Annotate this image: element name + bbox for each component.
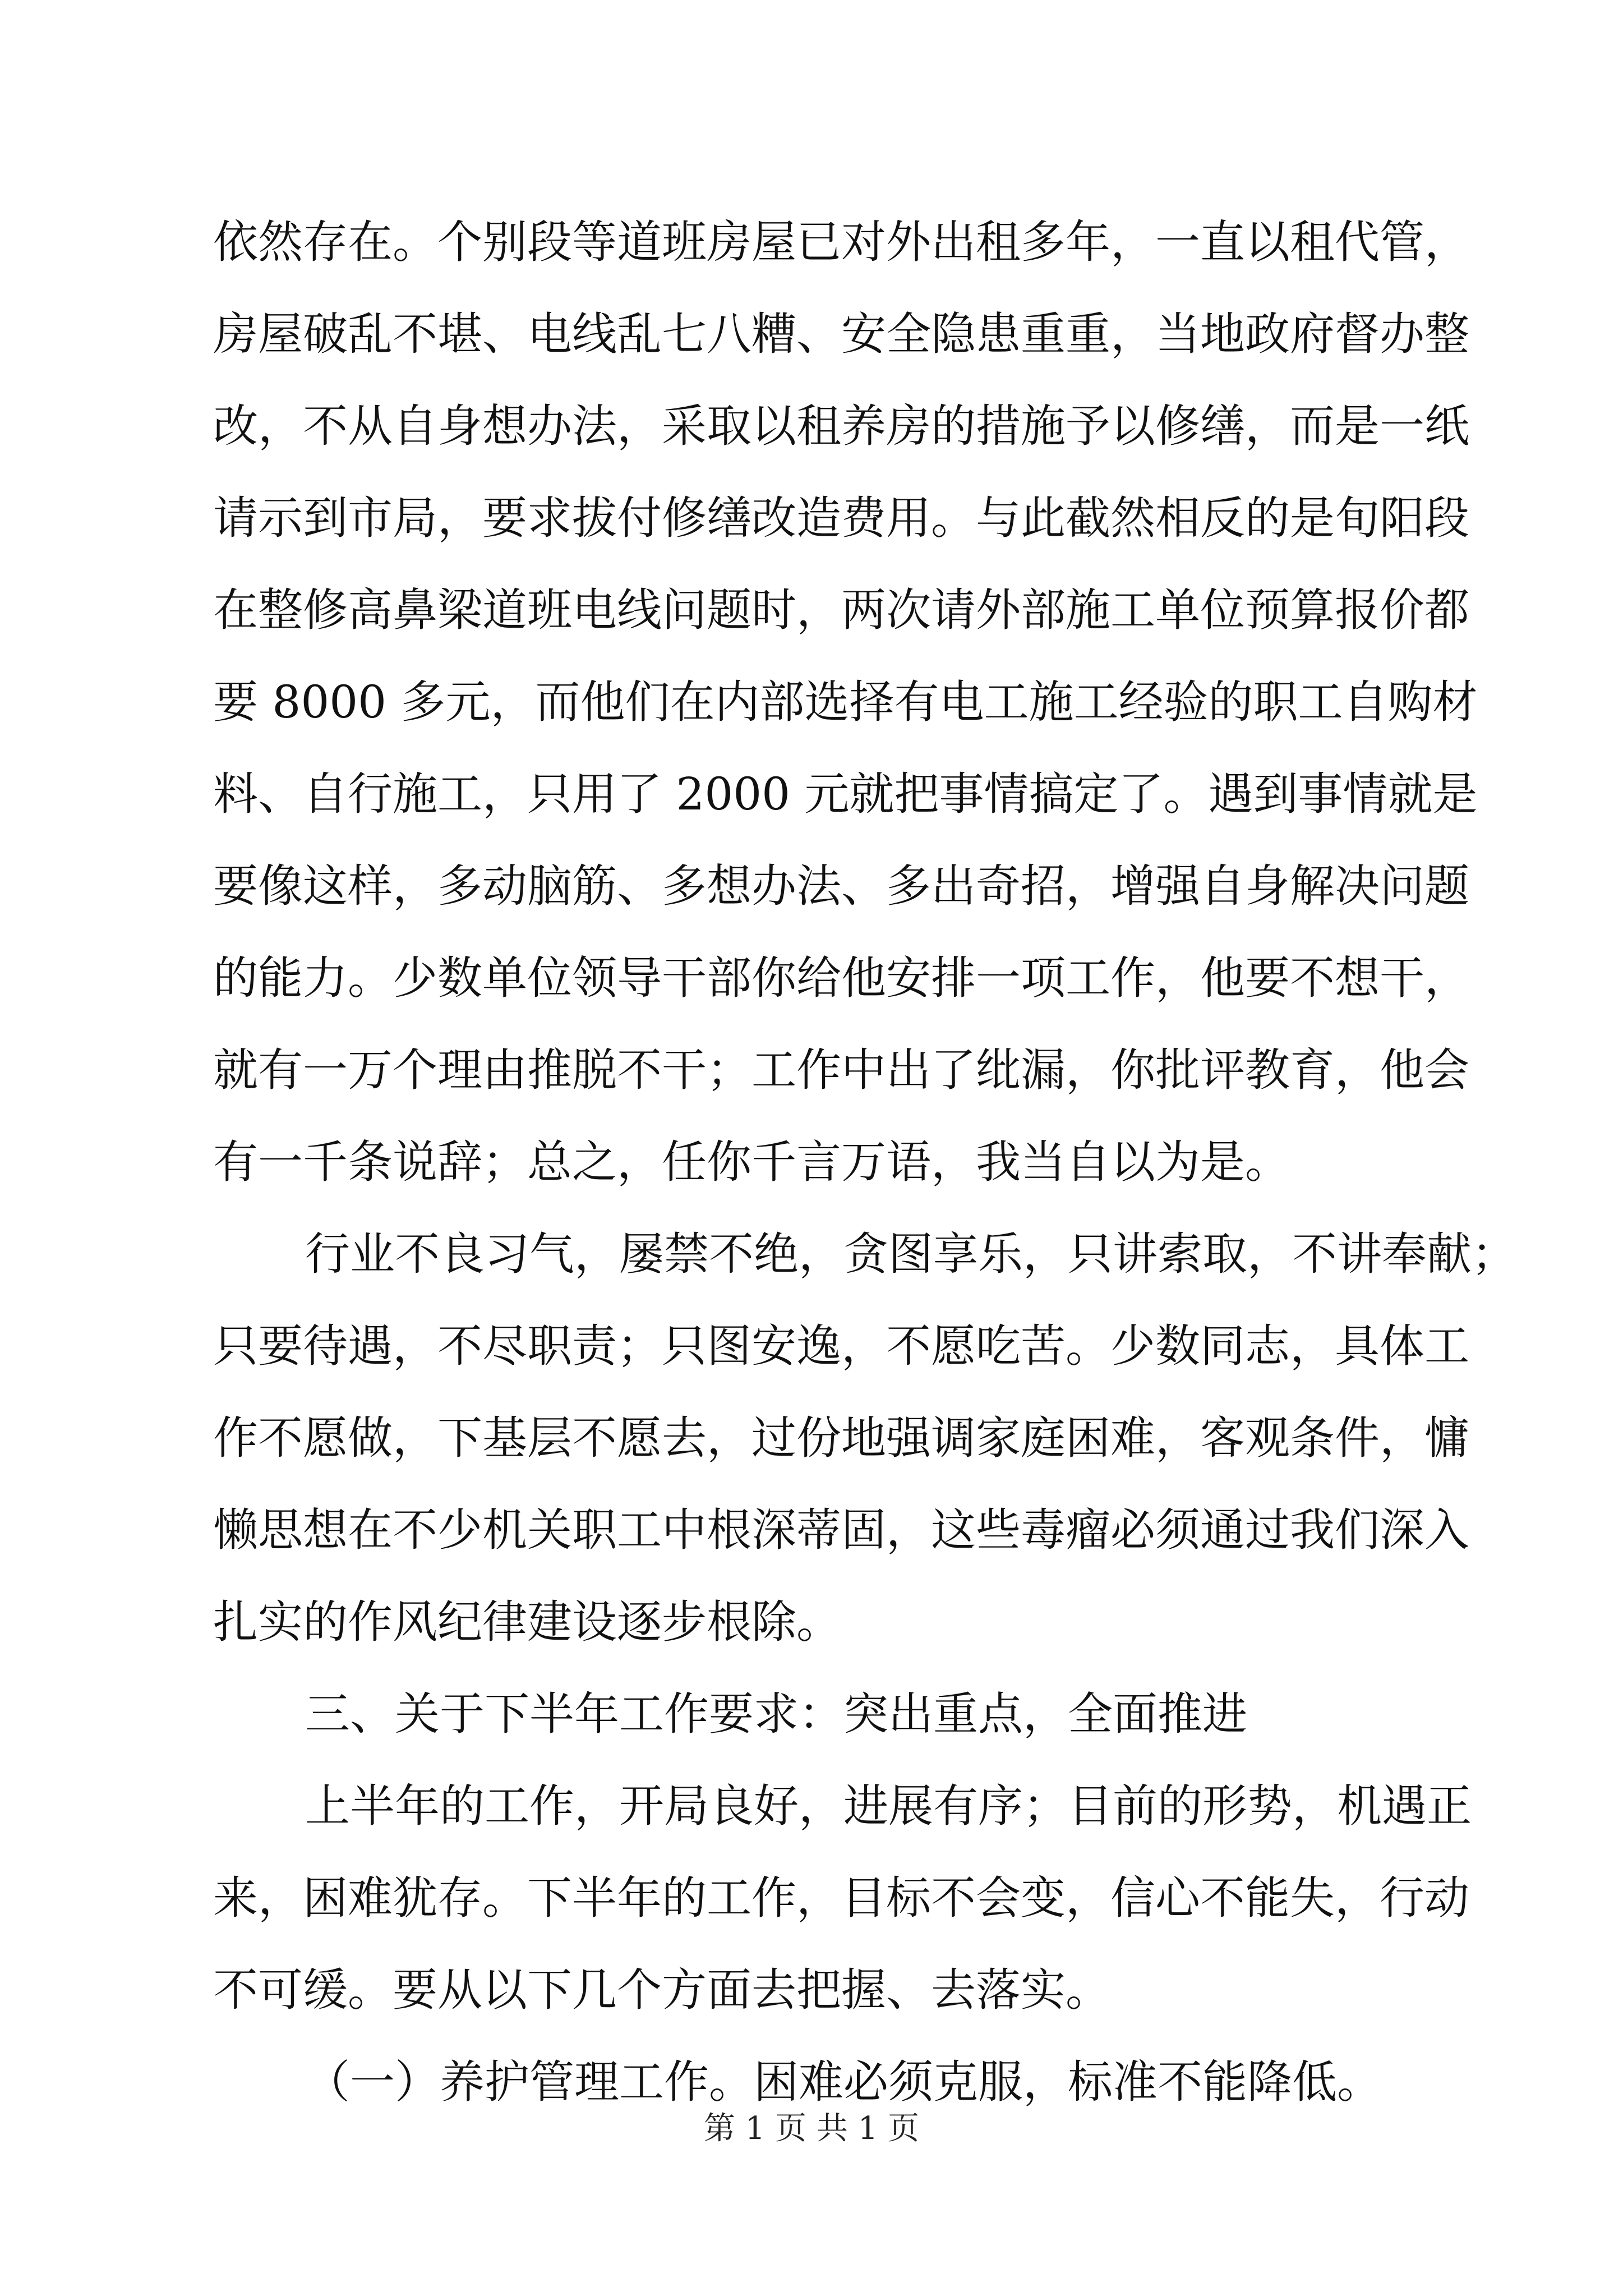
text-line: 三、关于下半年工作要求：突出重点，全面推进: [305, 1688, 1247, 1740]
text-line: 请示到市局，要求拔付修缮改造费用。与此截然相反的是旬阳段: [213, 492, 1469, 544]
text-line: 有一千条说辞；总之，任你千言万语，我当自以为是。: [213, 1136, 1290, 1188]
text-line: 依然存在。个别段等道班房屋已对外出租多年，一直以租代管，: [213, 216, 1469, 268]
text-line: 懒思想在不少机关职工中根深蒂固，这些毒瘤必须通过我们深入: [213, 1504, 1469, 1556]
text-line: 只要待遇，不尽职责；只图安逸，不愿吃苦。少数同志，具体工: [213, 1320, 1469, 1372]
document-body: [213, 196, 1516, 2128]
section-heading: [213, 1668, 1413, 1760]
text-line: 料、自行施工，只用了 2000 元就把事情搞定了。遇到事情就是: [213, 768, 1478, 820]
text-line: 上半年的工作，开局良好，进展有序；目前的形势，机遇正: [305, 1780, 1472, 1832]
text-line: 作不愿做，下基层不愿去，过份地强调家庭困难，客观条件，慵: [213, 1412, 1469, 1464]
text-line: 要像这样，多动脑筋、多想办法、多出奇招，增强自身解决问题: [213, 860, 1469, 912]
text-line: 不可缓。要从以下几个方面去把握、去落实。: [213, 1964, 1110, 2016]
text-line: 的能力。少数单位领导干部你给他安排一项工作，他要不想干，: [213, 952, 1469, 1004]
text-line: 在整修高鼻梁道班电线问题时，两次请外部施工单位预算报价都: [213, 584, 1469, 636]
page-footer: 第 1 页 共 1 页: [703, 2110, 920, 2147]
text-line: （一）养护管理工作。困难必须克服，标准不能降低。: [305, 2056, 1382, 2108]
text-line: 行业不良习气，屡禁不绝，贪图享乐，只讲索取，不讲奉献；: [305, 1228, 1516, 1280]
text-line: 改，不从自身想办法，采取以租养房的措施予以修缮，而是一纸: [213, 400, 1469, 452]
text-line: 房屋破乱不堪、电线乱七八糟、安全隐患重重，当地政府督办整: [213, 308, 1469, 360]
text-line: 扎实的作风纪律建设逐步根除。: [213, 1596, 841, 1648]
text-line: 就有一万个理由推脱不干；工作中出了纰漏，你批评教育，他会: [213, 1044, 1469, 1096]
text-line: 来，困难犹存。下半年的工作，目标不会变，信心不能失，行动: [213, 1872, 1469, 1924]
text-line: 要 8000 多元，而他们在内部选择有电工施工经验的职工自购材: [213, 676, 1478, 728]
paragraph: [213, 1760, 1472, 2036]
paragraph: [213, 1208, 1516, 1668]
paragraph: [213, 196, 1478, 1208]
